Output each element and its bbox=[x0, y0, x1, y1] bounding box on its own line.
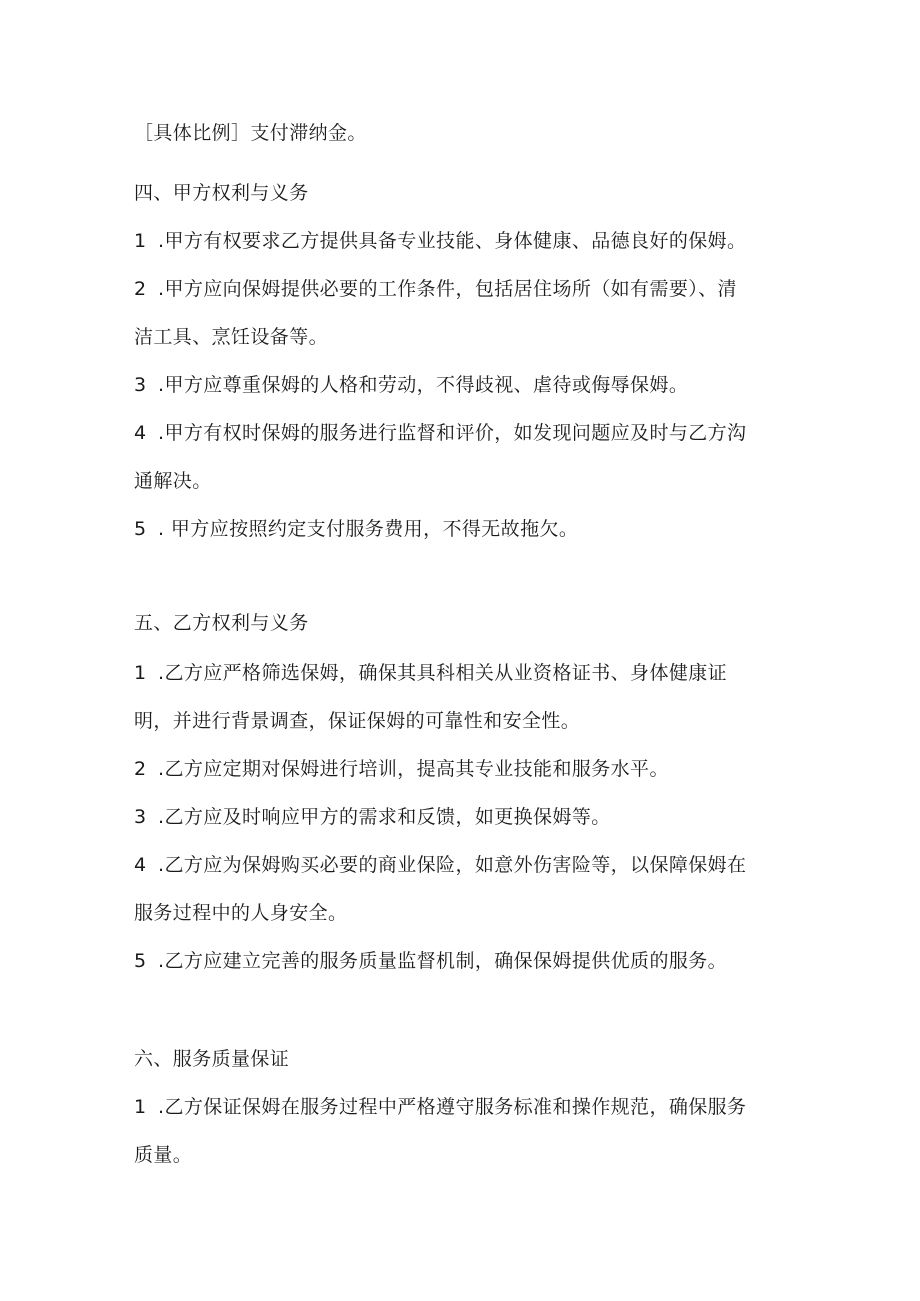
list-item bbox=[134, 516, 578, 542]
item-text: .甲方有权要求乙方提供具备专业技能、身体健康、品德良好的保姆。 bbox=[158, 230, 747, 252]
item-text-continued: 通解决。 bbox=[134, 470, 212, 492]
item-text: .甲方应向保姆提供必要的工作条件，包括居住场所（如有需要）、清 bbox=[158, 278, 737, 300]
list-item bbox=[134, 372, 688, 398]
list-item bbox=[134, 852, 746, 878]
item-text: .乙方保证保姆在服务过程中严格遵守服务标准和操作规范，确保服务 bbox=[158, 1096, 747, 1118]
list-item bbox=[134, 228, 746, 254]
item-text-continued: 服务过程中的人身安全。 bbox=[134, 902, 348, 924]
item-number: 3 bbox=[134, 374, 147, 396]
item-number: 5 bbox=[134, 950, 147, 972]
item-text: . 甲方应按照约定支付服务费用，不得无故拖欠。 bbox=[158, 518, 579, 540]
section-heading: 六、服务质量保证 bbox=[134, 1048, 290, 1070]
item-text: .乙方应及时响应甲方的需求和反馈，如更换保姆等。 bbox=[158, 806, 611, 828]
item-text: .甲方应尊重保姆的人格和劳动，不得歧视、虐待或侮辱保姆。 bbox=[158, 374, 689, 396]
list-item bbox=[134, 276, 737, 302]
item-number: 5 bbox=[134, 518, 147, 540]
item-text: .乙方应严格筛选保姆，确保其具科相关从业资格证书、身体健康证 bbox=[158, 662, 728, 684]
item-text: .乙方应建立完善的服务质量监督机制，确保保姆提供优质的服务。 bbox=[158, 950, 728, 972]
item-number: 1 bbox=[134, 1096, 147, 1118]
item-text-continued: 质量。 bbox=[134, 1144, 193, 1166]
item-number: 3 bbox=[134, 806, 147, 828]
item-number: 1 bbox=[134, 662, 147, 684]
list-item bbox=[134, 660, 727, 686]
item-number: 2 bbox=[134, 758, 147, 780]
list-item bbox=[134, 1094, 746, 1120]
section-heading: 四、甲方权利与义务 bbox=[134, 182, 309, 204]
text-fragment: ［具体比例］支付滞纳金。 bbox=[134, 122, 367, 144]
item-number: 4 bbox=[134, 854, 147, 876]
item-number: 1 bbox=[134, 230, 147, 252]
item-number: 2 bbox=[134, 278, 147, 300]
item-text: .乙方应定期对保姆进行培训，提高其专业技能和服务水平。 bbox=[158, 758, 669, 780]
list-item bbox=[134, 756, 669, 782]
item-text-continued: 洁工具、烹饪设备等。 bbox=[134, 326, 329, 348]
list-item bbox=[134, 804, 611, 830]
item-text-continued: 明，并进行背景调查，保证保姆的可靠性和安全性。 bbox=[134, 710, 581, 732]
item-text: .甲方有权时保姆的服务进行监督和评价，如发现问题应及时与乙方沟 bbox=[158, 422, 747, 444]
list-item bbox=[134, 420, 746, 446]
item-text: .乙方应为保姆购买必要的商业保险，如意外伤害险等，以保障保姆在 bbox=[158, 854, 747, 876]
list-item bbox=[134, 948, 727, 974]
section-heading: 五、乙方权利与义务 bbox=[134, 612, 309, 634]
item-number: 4 bbox=[134, 422, 147, 444]
